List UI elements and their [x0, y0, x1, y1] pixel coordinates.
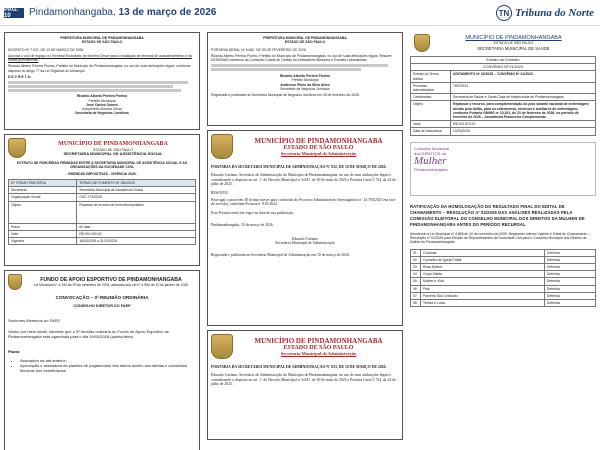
table-row: [411, 292, 596, 299]
table-cell: Deferida: [544, 271, 595, 278]
table-row: [411, 82, 596, 93]
table-cell: Grupo Bahia: [421, 271, 545, 278]
result-table: [410, 249, 596, 308]
extract-title: Extrato da Contrato: [411, 57, 596, 64]
conselho-city: Pindamonhangaba: [414, 166, 448, 172]
date: 13 de março de 2026: [118, 7, 217, 18]
conselho-label: Conselho Municipal: [414, 145, 449, 151]
faep-title: FUNDO DE APOIO ESPORTIVO DE PINDAMONHANGABA: [40, 276, 182, 283]
table-cell: 02: [411, 256, 421, 263]
decree-box: [4, 32, 200, 130]
pg-signer-1-role: Prefeito Municipal: [291, 78, 319, 83]
decree-summary: Autoriza o uso de espaço no Terminal Rodoviário de Moreira César para a instalação de terminal de autoatendimento e dá outras providências.: [8, 53, 192, 63]
table-row: [411, 299, 596, 306]
table-cell: Objeto: [411, 101, 451, 121]
table-cell: Mulher e Vida: [421, 278, 545, 285]
port832-footer: Registrada e publicada na Secretaria Municipal de Administração em 10 de março de 2026.: [211, 252, 350, 257]
table-cell: 01: [411, 249, 421, 256]
port832-title: PORTARIA DA SECRETARIA MUNICIPAL DE ADMINISTRAÇÃO Nº 832, DE 10 DE MARÇO DE 2026.: [211, 165, 387, 169]
table-cell: Custódia: [421, 249, 545, 256]
table-cell: 78972023: [451, 82, 596, 93]
table-row: [411, 278, 596, 285]
faep-law: Lei Municipal nº 4.154 de 09 de setembro de 2004, alterada pela Lei nº 4.984 de 10 de janeiro de 2020: [33, 282, 189, 287]
table-cell: Secretaria: [9, 187, 77, 194]
table-row: [411, 57, 596, 64]
page-number: PAG. 10: [4, 8, 24, 18]
conselho-mulher-banner: [410, 142, 596, 196]
table-cell: Deferida: [544, 278, 595, 285]
table-cell: 18/03/2026 a 31/12/2026: [77, 237, 196, 244]
assist-extract-sub: - EMENDAS IMPOSITIVAS - VIGÊNCIA 2026 -: [66, 171, 138, 176]
decree-prefeitura-title: PREFEITURA MUNICIPAL DE PINDAMONHANGABA: [60, 36, 144, 40]
table-cell: Extrato do Termo Aditivo: [411, 71, 451, 82]
faep-letter: Venho por meio deste, informar que o 3º reunião ordinária do Fundo de Apoio Esportivo de Pindamonhangaba está agendada para o dia 19/03/2026 (quinta-feira).: [8, 329, 169, 339]
adm-portaria-833-box: [207, 330, 403, 440]
decree-signer-1-role: Prefeito Municipal: [88, 98, 116, 103]
table-row: [9, 223, 196, 230]
faep-greeting: Senhores Membros do FAEP,: [8, 318, 61, 323]
table-cell: OSC 273/2026: [77, 194, 196, 201]
pg-title: PREFEITURA MUNICIPAL DE PINDAMONHANGABA: [263, 36, 347, 40]
table-cell: 06: [411, 285, 421, 292]
decree-signer-3: Secretaria de Negócios Jurídicos: [75, 111, 129, 116]
table-row: [411, 256, 596, 263]
pg-footer: Registrada e publicada na Secretaria Municipal de Negócios Jurídicos em 05 de fevereiro de 2026.: [211, 93, 360, 98]
list-item: • Assinatura da ata anterior;: [20, 358, 196, 363]
table-cell: Processo Administrativo: [411, 82, 451, 93]
table-row: [9, 230, 196, 237]
port833-body: Eduardo Caetano, Secretário de Administração do Município de Pindamonhangaba, no uso de suas atribuições legais e considerando o disposto no art. 1º do Decreto Municipal nº 6.847, de 30 de maio de 2023 e Portaria Geral 5.724, de 24 de julho de 2023.: [211, 373, 396, 387]
adm-secretaria: Secretaria Municipal de Administração: [280, 351, 357, 356]
table-row: [411, 263, 596, 270]
saude-crest-icon: [414, 34, 430, 52]
column-left: [4, 32, 200, 450]
port832-vigor: Esta Portaria entra em vigor na data de sua publicação.: [211, 210, 295, 215]
pg-signer-2-role: Secretário de Negócios Jurídicos: [280, 86, 330, 91]
pg-body: Ricardo Alberto Pereira Piorino, Prefeito do Município de Pindamonhangaba, no uso de suas atribuições legais, Resolve DESIGNAR membros da Comissão Criada de Gestão do Ambulatório Medicina e Exames Laboratoriais.: [211, 53, 392, 63]
table-cell: Organização Social: [9, 194, 77, 201]
table-cell: Deferida: [544, 299, 595, 306]
table-cell: Valor: [411, 121, 451, 128]
decree-number: DECRETO Nº 7.022, DE 13 DE MARÇO DE 2026: [8, 47, 84, 52]
adm-municipio: MUNICÍPIO DE PINDAMONHANGABA: [254, 337, 383, 345]
table-row: [411, 271, 596, 278]
brand-logo: [496, 5, 594, 21]
brand-mark-icon: TN: [496, 5, 512, 21]
table-cell: Secretaria de Saúde e Santa Casa de Misericórdia de Pindamonhangaba: [451, 94, 596, 101]
faep-conselho: CONSELHO DIRETOR DO FAEP: [73, 304, 131, 308]
table-row: [9, 179, 196, 186]
pg-number: PORTARIA GERAL Nº 6.060, DE 05 DE FEVEREIRO DE 2026: [211, 47, 306, 52]
decree-signer-1: Ricardo Alberto Pereira Piorino: [76, 94, 128, 99]
table-cell: Conselho de Igreja Cristã: [421, 256, 545, 263]
assist-state: ESTADO DE SÃO PAULO: [93, 147, 133, 152]
conselho-mulher: Mulher: [414, 154, 447, 167]
table-row: [411, 249, 596, 256]
table-cell: Deferida: [544, 256, 595, 263]
column-middle: [207, 32, 403, 450]
adm-state: ESTADO DE SÃO PAULO: [283, 345, 354, 351]
faep-pauta-label: Pauta:: [8, 349, 21, 354]
adm-portaria-832-box: [207, 130, 403, 326]
port832-date: Pindamonhangaba, 10 de março de 2026.: [211, 222, 274, 227]
adm-crest-icon: [211, 134, 233, 159]
adm-municipio: MUNICÍPIO DE PINDAMONHANGABA: [254, 137, 383, 145]
table-cell: Deferida: [544, 249, 595, 256]
list-item: • Aprovação e assinatura da planilha de pagamentos dos tantos auxílio aos atletas e comissões técnicas dos beneficiados.: [20, 363, 196, 373]
table-row: [411, 64, 596, 71]
assist-heading: [8, 138, 196, 158]
table-cell: R$ 000.000,00: [77, 230, 196, 237]
table-row: [411, 128, 596, 135]
extract-convenio: CONVÊNIO Nº 01/2023: [411, 64, 596, 71]
table-cell: 07: [411, 292, 421, 299]
table-cell: Repassar o recurso, para complementação do piso salarial nacional de enfermagem devido pela União, para os enfermeiros, técnicos e auxiliares de enfermagem, conforme Portaria GM/MS nº 10.202, de 23 de fevereiro de 2026, no período de fevereiro de 2026 – Assistência Financeira Complementar.: [451, 101, 596, 121]
table-row: [411, 121, 596, 128]
table-cell: Deferida: [544, 285, 595, 292]
table-row: [9, 194, 196, 201]
table-row: [9, 201, 196, 223]
table-cell: Pink: [421, 285, 545, 292]
faep-convocacao: CONVOCAÇÃO – 3ª REUNIÃO ORDINÁRIA: [55, 295, 149, 300]
assist-box: [4, 134, 200, 266]
newspaper-header: [0, 0, 600, 26]
city: Pindamonhangaba,: [29, 7, 116, 18]
ratificacao-body: Atendendo a Lei Municipal nº 4.888 de 10 de novembro de 2009, Regimento Interno Vigente e Edital de Chamamento – Resolução nº 02/2026 para Eleição de Representantes da Sociedade Civil para o Conselho Municipal dos Direitos da Mulher de Pindamonhangaba.: [410, 231, 591, 245]
port832-body: Eduardo Caetano, Secretário de Administração do Município de Pindamonhangaba, no uso de suas atribuições legais e considerando o disposto no art. 1º do Decreto Municipal nº 6.847, de 30 de maio de 2023 e Portaria Geral 5.724, de 24 de julho de 2023.: [211, 173, 396, 187]
table-cell: 03: [411, 263, 421, 270]
table-cell: Rosa Mulher: [421, 263, 545, 270]
table-cell: 05: [411, 278, 421, 285]
table-cell: Deferida: [544, 263, 595, 270]
assist-table: [8, 179, 196, 245]
faep-box: [4, 270, 200, 450]
decree-body: Ricardo Alberto Pereira Piorino, Prefeito do Município de Pindamonhangaba, no uso de suas atribuições legais, conforme disposto no artigo 77 da Lei Orgânica do Município.: [8, 64, 191, 73]
assist-secretaria: SECRETARIA MUNICIPAL DE ASSISTÊNCIA SOCIAL: [63, 151, 163, 156]
portaria-geral-box: [207, 32, 403, 126]
adm-state: ESTADO DE SÃO PAULO: [283, 145, 354, 151]
port832-signer: Eduardo Caetano: [291, 236, 319, 241]
table-cell: TERMO DE FOMENTO Nº 080/2026: [77, 179, 196, 186]
port832-signer-role: Secretário Municipal de Administração: [275, 240, 335, 245]
table-row: [411, 285, 596, 292]
table-cell: 10/03/2026: [451, 128, 596, 135]
port832-resolve: Prorrogar o prazo em 30 (trinta) meses para conclusão do Processo Administrativo Investigatório nº 23.794/2025 em face do servidor, conforme Portaria nº 810/2024.: [211, 197, 396, 207]
adm-secretaria: Secretaria Municipal de Administração: [280, 151, 357, 156]
ratificacao-title: RATIFICAÇÃO DA HOMOLOGAÇÃO DO RESULTADO FINAL DO EDITAL DE CHAMAMENTO – RESOLUÇÃO nº 02/2026 DAS ANÁLISES REALIZADAS PELA COMISSÃO ELEITORAL DO CONSELHO MUNICIPAL DOS DIREITOS DA MULHER DE PINDAMONHANGABA ANTES DO PERÍODO RECURSAL: [410, 203, 585, 227]
port832-resolve-label: RESOLVE:: [211, 190, 229, 195]
saude-municipio: MUNICÍPIO DE PINDAMONHANGABA: [465, 35, 562, 42]
table-row: [411, 71, 596, 82]
table-cell: Prazo: [9, 223, 77, 230]
faep-crest-icon: [8, 274, 22, 290]
decree-state: ESTADO DE SÃO PAULO: [81, 40, 123, 45]
port833-title: PORTARIA DA SECRETARIA MUNICIPAL DE ADMINISTRAÇÃO Nº 833, DE 10 DE MARÇO DE 2026.: [211, 365, 387, 369]
table-cell: 60 dias: [77, 223, 196, 230]
table-row: [411, 101, 596, 121]
table-cell: ADITAMENTO Nº 02/2026 – CONVÊNIO Nº 01/2023: [451, 71, 596, 82]
table-row: [9, 187, 196, 194]
table-cell: 08: [411, 299, 421, 306]
table-cell: Nº TERMO PARCERIA: [9, 179, 77, 186]
table-cell: Valor: [9, 230, 77, 237]
table-row: [9, 237, 196, 244]
table-cell: Secretaria Municipal de Assistência Social: [77, 187, 196, 194]
brand-name: Tribuna do Norte: [514, 7, 594, 19]
saude-extract-table: [410, 56, 596, 136]
table-row: [411, 94, 596, 101]
page-dateline: [29, 7, 216, 18]
saude-secretaria: SECRETARIA MUNICIPAL DE SAÚDE: [477, 45, 550, 51]
pg-signer-2: Anderson Plinio da Silva Alves: [280, 82, 330, 87]
table-cell: Objeto: [9, 201, 77, 223]
table-cell: Celebrantes: [411, 94, 451, 101]
table-cell: Repasse de recurso de emenda impositiva: [77, 201, 196, 223]
decree-signer-2: José Carlos Gomes: [86, 102, 118, 107]
table-cell: Tereza e Lucia: [421, 299, 545, 306]
municipal-crest-icon: [8, 138, 26, 158]
saude-heading: [410, 32, 596, 54]
pg-signer-1: Ricardo Alberto Pereira Piorino: [279, 74, 331, 79]
table-cell: Data de Assinatura: [411, 128, 451, 135]
assist-extract-title: EXTRATO DE PARCERIAS FIRMADAS ENTRE A SECRETARIA MUNICIPAL DE ASSISTÊNCIA SOCIAL E AS ORGANIZAÇÕES DA SOCIEDADE CIVIL: [16, 161, 188, 170]
decree-signer-2-role: Subprefeito Moreira César: [82, 107, 122, 112]
table-cell: Vigência: [9, 237, 77, 244]
assist-municipio: MUNICÍPIO DE PINDAMONHANGABA: [58, 140, 168, 147]
conselho-dos: dos DIREITOS da: [414, 150, 446, 156]
table-cell: Parceria São Cristóvão: [421, 292, 545, 299]
pg-state: ESTADO DE SÃO PAULO: [284, 40, 326, 45]
table-cell: R$ 233.873,91: [451, 121, 596, 128]
adm-crest-icon: [211, 334, 233, 359]
column-right: [410, 32, 596, 450]
decree-decreta: D E C R E T A:: [8, 75, 32, 80]
table-cell: Deferida: [544, 292, 595, 299]
faep-pauta-list: [20, 358, 196, 373]
saude-state: ESTADO DE SÃO PAULO: [493, 41, 534, 46]
table-cell: 04: [411, 271, 421, 278]
